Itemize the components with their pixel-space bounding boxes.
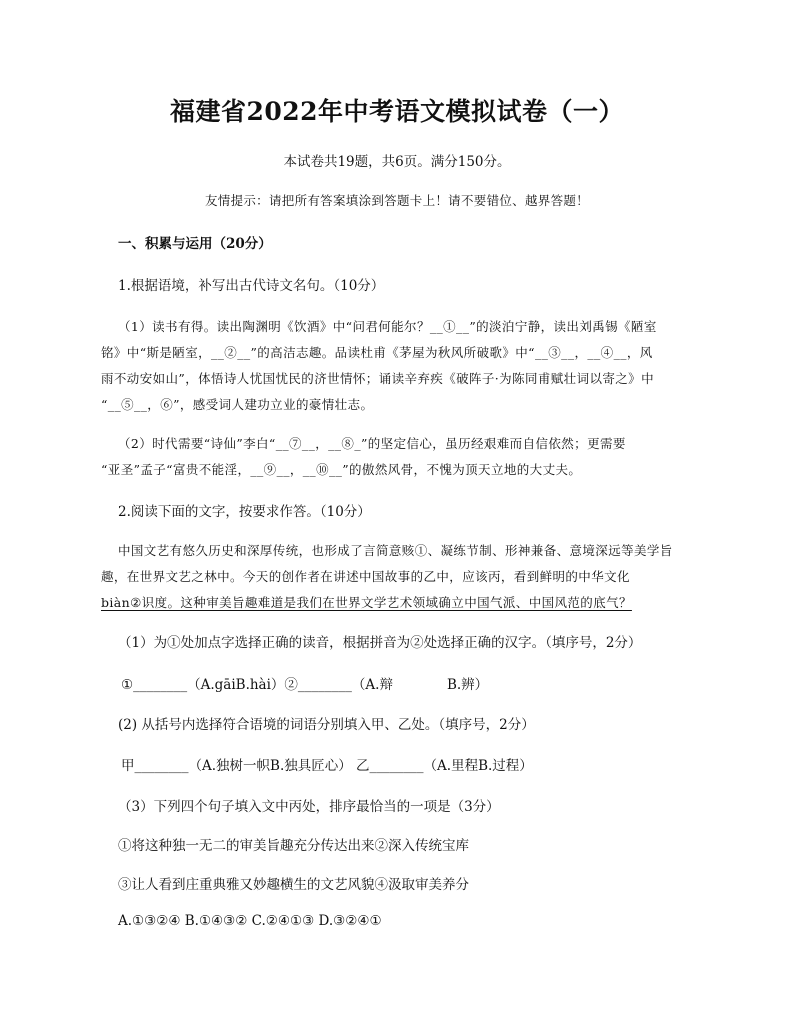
q1-part1-line: （1）读书有得。读出陶渊明《饮酒》中“问君何能尔？__①__”的淡泊宁静，读出刘禹锡《陋室 [118, 319, 657, 334]
exam-info: 本试卷共19题，共6页。满分150分。 [283, 154, 511, 170]
q1-part2-line: （2）时代需要“诗仙”李白“__⑦__，__⑧_”的坚定信心，虽历经艰难而自信依然；更需要 [118, 436, 626, 451]
q2-passage-line: 趣，在世界文艺之林中。今天的创作者在讲述中国故事的乙中，应该丙，看到鲜明的中华文化 [101, 569, 630, 584]
q1-part1-line: 雨不动安如山”，体悟诗人忧国忧民的济世情怀；诵读辛弃疾《破阵子·为陈同甫赋壮词以寄之》中 [101, 371, 654, 386]
q2-sub1: （1）为①处加点字选择正确的读音，根据拼音为②处选择正确的汉字。（填序号，2分） [118, 635, 642, 651]
q1-part1-line: “__⑤__，⑥”，感受词人建功立业的豪情壮志。 [101, 397, 374, 412]
section-heading: 一、积累与运用（20分） [118, 236, 272, 252]
q2-sub2-answer: 甲________（A.独树一帜B.独具匠心） 乙________（A.里程B.过程） [121, 758, 533, 774]
q2-sub3-options: A.①③②④ B.①④③② C.②④①③ D.③②④① [118, 913, 382, 929]
q2-passage-line: 中国文艺有悠久历史和深厚传统，也形成了言简意赅①、凝练节制、形神兼备、意境深远等美学旨 [118, 543, 673, 558]
q1-part1-line: 铭》中“斯是陋室，__②__”的高洁志趣。品读杜甫《茅屋为秋风所破歌》中“__③__，__④__，风 [101, 345, 653, 360]
friendly-notice: 友情提示：请把所有答案填涂到答题卡上！请不要错位、越界答题！ [204, 193, 589, 208]
q2-passage-line: biàn②识度。这种审美旨趣难道是我们在世界文学艺术领域确立中国气派、中国风范的底气？ [101, 595, 632, 610]
question-2-stem: 2.阅读下面的文字，按要求作答。（10分） [118, 504, 371, 520]
q2-sub3-sentences: ①将这种独一无二的审美旨趣充分传达出来②深入传统宝库 [118, 838, 469, 854]
question-1-stem: 1.根据语境，补写出古代诗文名句。（10分） [118, 278, 385, 294]
q1-part2-line: “亚圣”孟子“富贵不能淫，__⑨__，__⑩__”的傲然风骨，不愧为顶天立地的大丈夫。 [101, 462, 582, 477]
q2-sub3: （3）下列四个句子填入文中丙处，排序最恰当的一项是（3分） [118, 799, 500, 815]
q2-sub3-sentences: ③让人看到庄重典雅又妙趣横生的文艺风貌④汲取审美养分 [118, 877, 469, 893]
q2-sub2: (2) 从括号内选择符合语境的词语分别填入甲、乙处。（填序号，2分） [118, 717, 535, 733]
q2-sub1-answer: ①________（A.gāiB.hài）②________（A.辩 B.辨） [121, 677, 489, 693]
page-title: 福建省2022年中考语文模拟试卷（一） [169, 97, 625, 126]
